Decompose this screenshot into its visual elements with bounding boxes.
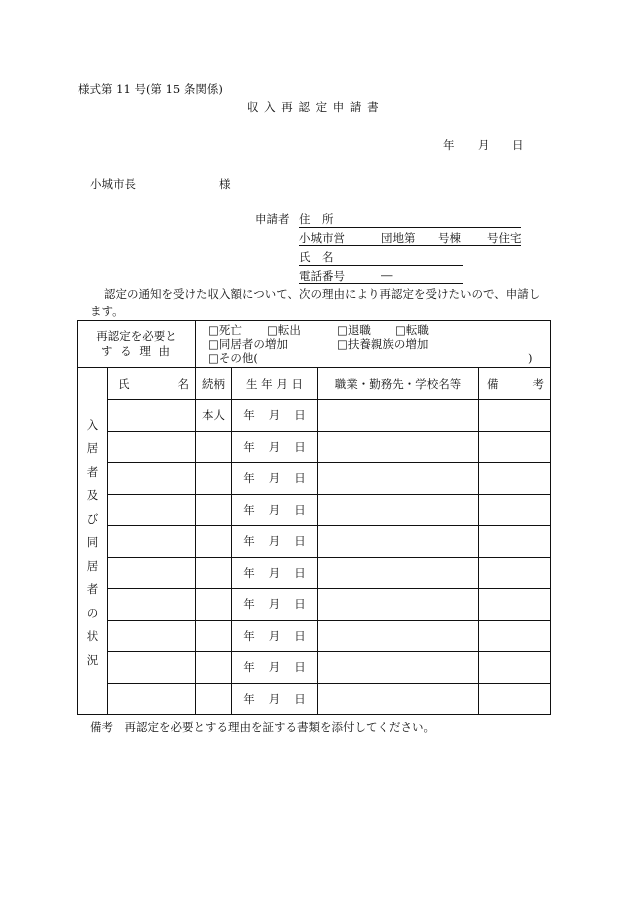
date-y: 年 — [243, 502, 255, 517]
note-cell[interactable] — [479, 431, 551, 463]
occupation-cell[interactable] — [318, 400, 479, 432]
note-cell[interactable] — [479, 494, 551, 526]
date-year-label: 年 — [443, 138, 455, 152]
table-row — [78, 431, 551, 463]
phone-field[interactable] — [299, 268, 463, 284]
side-char: 入 — [86, 417, 99, 432]
relation-cell[interactable] — [196, 589, 232, 621]
date-y: 年 — [243, 660, 255, 675]
table-row — [78, 652, 551, 684]
birthdate-cell[interactable] — [232, 557, 318, 589]
side-char: 及 — [86, 488, 99, 503]
relation-cell[interactable] — [196, 652, 232, 684]
header-note — [479, 368, 551, 400]
header-name-2: 名 — [177, 377, 189, 391]
occupation-cell[interactable] — [318, 620, 479, 652]
date-d: 日 — [294, 408, 306, 423]
side-char: 者 — [86, 582, 99, 597]
relation-cell[interactable] — [196, 557, 232, 589]
name-cell[interactable] — [108, 652, 196, 684]
reason-resident-increase-checkbox[interactable]: □同居者の増加 — [208, 337, 288, 351]
address-label: 住 所 — [299, 212, 334, 226]
date-y: 年 — [243, 565, 255, 580]
note-cell[interactable] — [479, 463, 551, 495]
occupation-cell[interactable] — [318, 589, 479, 621]
date-d: 日 — [294, 502, 306, 517]
date-m: 月 — [268, 628, 281, 643]
occupation-cell[interactable] — [318, 683, 479, 715]
birthdate-cell[interactable] — [232, 463, 318, 495]
date-m: 月 — [268, 471, 281, 486]
phone-dash: ― — [381, 268, 393, 282]
relation-cell[interactable] — [196, 683, 232, 715]
reason-job-change-checkbox[interactable]: □転職 — [395, 323, 429, 337]
birthdate-cell[interactable] — [232, 494, 318, 526]
header-birthdate: 生 年 月 日 — [232, 368, 318, 400]
date-d: 日 — [294, 439, 306, 454]
date-d: 日 — [294, 597, 306, 612]
date-y: 年 — [243, 628, 255, 643]
reason-options-cell — [196, 321, 551, 368]
name-cell[interactable] — [108, 589, 196, 621]
relation-cell[interactable] — [196, 463, 232, 495]
side-char: 況 — [86, 652, 99, 667]
table-header-row — [78, 368, 551, 400]
reason-death-checkbox[interactable]: □死亡 — [208, 323, 242, 337]
date-y: 年 — [243, 597, 255, 612]
occupation-cell[interactable] — [318, 526, 479, 558]
reason-row — [78, 321, 551, 368]
occupation-cell[interactable] — [318, 652, 479, 684]
date-y: 年 — [243, 691, 255, 706]
date-m: 月 — [268, 408, 281, 423]
housing-city: 小城市営 — [299, 231, 345, 245]
table-row — [78, 463, 551, 495]
note-cell[interactable] — [479, 400, 551, 432]
relation-cell[interactable] — [196, 620, 232, 652]
date-m: 月 — [268, 660, 281, 675]
housing-complex: 団地第 — [381, 231, 416, 245]
header-name-1: 氏 — [118, 377, 130, 391]
application-table — [77, 320, 551, 715]
name-field[interactable] — [299, 249, 463, 266]
table-row — [78, 400, 551, 432]
note-cell[interactable] — [479, 683, 551, 715]
reason-other-checkbox[interactable]: □その他( — [208, 351, 258, 365]
date-m: 月 — [268, 439, 281, 454]
date-d: 日 — [294, 660, 306, 675]
reason-label-line2: す る 理 由 — [101, 344, 172, 358]
side-char: 同 — [86, 535, 99, 550]
footer-note: 備考 再認定を必要とする理由を証する書類を添付してください。 — [90, 720, 435, 734]
name-cell[interactable] — [108, 463, 196, 495]
occupation-cell[interactable] — [318, 463, 479, 495]
table-row — [78, 494, 551, 526]
relation-cell[interactable] — [196, 431, 232, 463]
housing-building: 号棟 — [438, 231, 461, 245]
housing-address-field[interactable] — [299, 230, 521, 246]
note-cell[interactable] — [479, 557, 551, 589]
date-y: 年 — [243, 471, 255, 486]
date-y: 年 — [243, 534, 255, 549]
date-day-label: 日 — [512, 138, 524, 152]
table-row — [78, 683, 551, 715]
table-row — [78, 526, 551, 558]
side-char: 居 — [86, 441, 99, 456]
reason-move-out-checkbox[interactable]: □転出 — [267, 323, 301, 337]
birthdate-cell[interactable] — [232, 652, 318, 684]
applicant-label: 申請者 — [255, 212, 290, 226]
form-number: 様式第 11 号(第 15 条関係) — [78, 82, 223, 96]
address-field[interactable] — [299, 211, 521, 228]
date-y: 年 — [243, 408, 255, 423]
reason-dependent-increase-checkbox[interactable]: □扶養親族の増加 — [337, 337, 429, 351]
note-cell[interactable] — [479, 620, 551, 652]
addressee-suffix: 様 — [219, 177, 231, 191]
addressee: 小城市長 — [90, 177, 136, 191]
date-m: 月 — [268, 534, 281, 549]
name-cell[interactable] — [108, 557, 196, 589]
date-d: 日 — [294, 628, 306, 643]
date-y: 年 — [243, 439, 255, 454]
occupation-cell[interactable] — [318, 557, 479, 589]
reason-label-cell — [78, 321, 196, 368]
side-char: 状 — [86, 629, 99, 644]
occupation-cell[interactable] — [318, 494, 479, 526]
birthdate-cell[interactable] — [232, 526, 318, 558]
side-char: 居 — [86, 558, 99, 573]
table-row — [78, 620, 551, 652]
form-title: 収 入 再 認 定 申 請 書 — [247, 100, 380, 114]
header-relation: 続柄 — [196, 368, 232, 400]
date-m: 月 — [268, 691, 281, 706]
name-cell[interactable] — [108, 683, 196, 715]
birthdate-cell[interactable] — [232, 683, 318, 715]
note-cell[interactable] — [479, 526, 551, 558]
housing-unit: 号住宅 — [487, 231, 522, 245]
date-month-label: 月 — [478, 138, 490, 152]
header-name — [108, 368, 196, 400]
table-row — [78, 589, 551, 621]
note-cell[interactable] — [479, 652, 551, 684]
date-m: 月 — [268, 597, 281, 612]
birthdate-cell[interactable] — [232, 589, 318, 621]
date-d: 日 — [294, 534, 306, 549]
relation-cell[interactable] — [196, 494, 232, 526]
birthdate-cell[interactable] — [232, 620, 318, 652]
relation-cell[interactable]: 本人 — [196, 400, 232, 432]
name-label: 氏 名 — [299, 250, 334, 264]
side-label-cell — [78, 368, 108, 715]
phone-label: 電話番号 — [299, 269, 345, 283]
header-occupation: 職業・勤務先・学校名等 — [318, 368, 479, 400]
date-d: 日 — [294, 565, 306, 580]
name-cell[interactable] — [108, 620, 196, 652]
table-row — [78, 557, 551, 589]
note-cell[interactable] — [479, 589, 551, 621]
request-text-line1: 認定の通知を受けた収入額について、次の理由により再認定を受けたいので、申請し — [104, 287, 541, 301]
side-char: の — [86, 605, 99, 620]
header-note-1: 備 — [487, 377, 499, 391]
request-text-line2: ます。 — [90, 304, 124, 318]
name-cell[interactable] — [108, 400, 196, 432]
header-note-2: 考 — [532, 377, 544, 391]
reason-other-close: ) — [528, 351, 533, 365]
birthdate-cell[interactable] — [232, 431, 318, 463]
date-d: 日 — [294, 691, 306, 706]
relation-cell[interactable] — [196, 526, 232, 558]
name-cell[interactable] — [108, 526, 196, 558]
occupation-cell[interactable] — [318, 431, 479, 463]
name-cell[interactable] — [108, 431, 196, 463]
side-char: 者 — [86, 464, 99, 479]
side-char: び — [86, 511, 99, 526]
reason-label-line1: 再認定を必要と — [96, 329, 177, 343]
date-m: 月 — [268, 565, 281, 580]
date-m: 月 — [268, 502, 281, 517]
date-d: 日 — [294, 471, 306, 486]
birthdate-cell[interactable] — [232, 400, 318, 432]
name-cell[interactable] — [108, 494, 196, 526]
reason-retire-checkbox[interactable]: □退職 — [337, 323, 371, 337]
